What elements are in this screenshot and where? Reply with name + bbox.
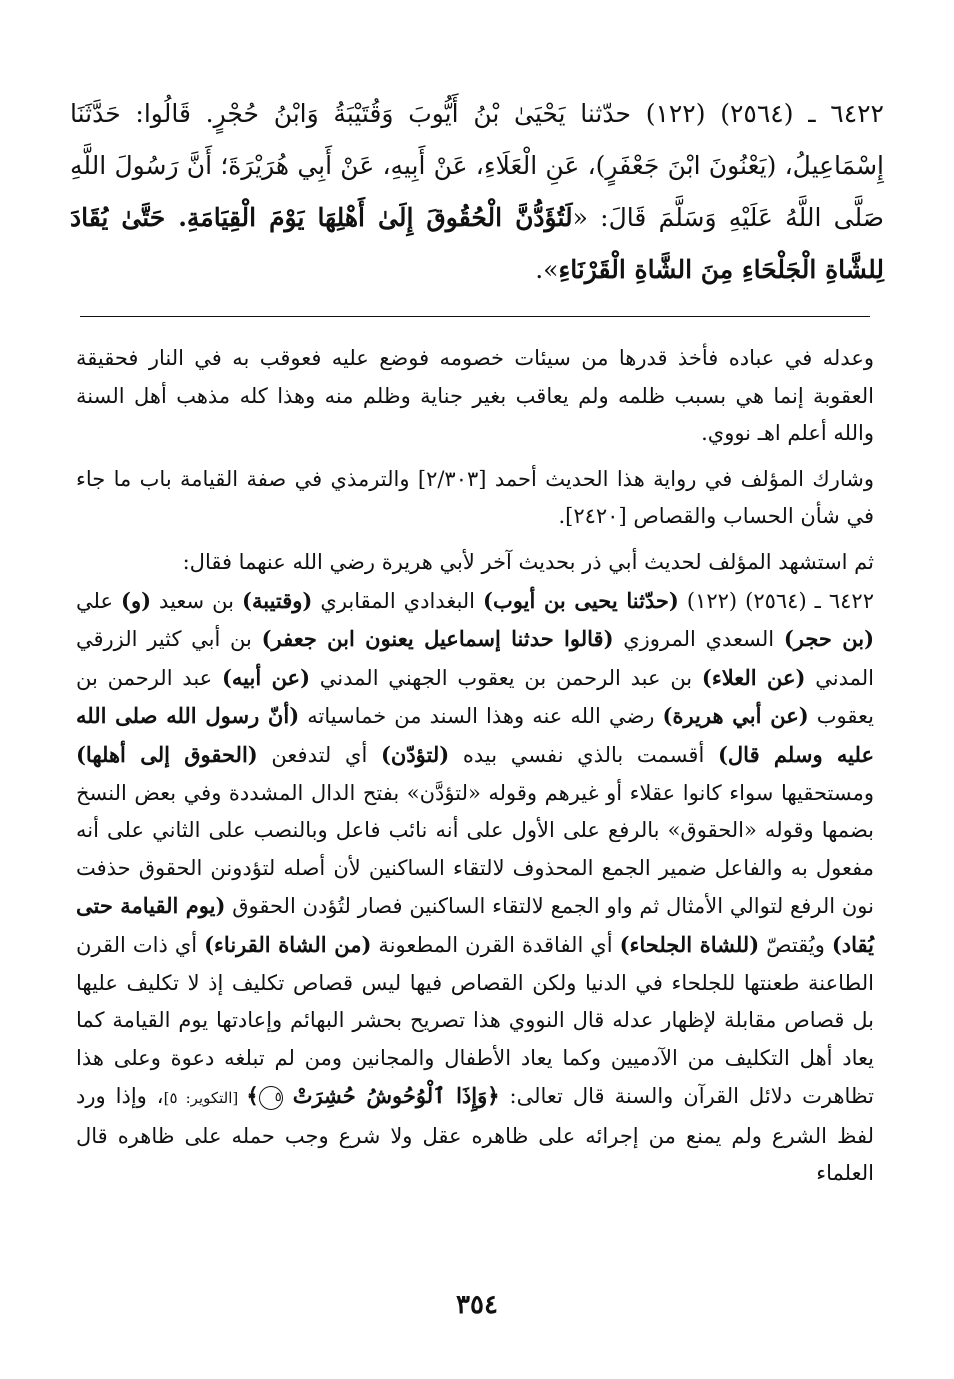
- commentary-paragraph-2: وشارك المؤلف في رواية هذا الحديث أحمد [٢/٣٠٣] والترمذي في صفة القيامة باب ما جاء في شأن الحساب والقصاص [٢٤٢٠].: [76, 466, 874, 529]
- commentary-bold: (الحقوق إلى أهلها): [76, 741, 258, 767]
- commentary-bold: (من الشاة القرناء): [204, 931, 372, 957]
- commentary-text: بن سعيد: [151, 588, 243, 613]
- page-number: ٣٥٤: [456, 1290, 498, 1320]
- commentary-text: علي: [76, 588, 122, 613]
- commentary-bold: (أنّ رسول الله صلى الله عليه وسلم قال): [76, 703, 874, 767]
- commentary-bold: (للشاة الجلحاء): [619, 931, 760, 957]
- commentary-text: رضي الله عنه وهذا السند من خماسياته: [299, 704, 663, 729]
- quran-close-bracket: ﴾: [246, 1083, 259, 1109]
- ayah-number-icon: ٥: [259, 1086, 283, 1110]
- commentary-paragraph-3: ثم استشهد المؤلف لحديث أبي ذر بحديث آخر لأبي هريرة رضي الله عنهما فقال:: [182, 549, 874, 574]
- commentary-text: عبد الرحمن بن يعقوب: [76, 665, 874, 729]
- hadith-paragraph: [70, 88, 884, 296]
- hadith-text: [70, 88, 884, 296]
- commentary-text: البغدادي المقابري: [312, 588, 484, 613]
- commentary-text: أي لتدفعن: [257, 742, 381, 767]
- commentary-bold: (وقتيبة): [242, 587, 313, 613]
- quran-verse: ﴿وَإِذَا ٱلْوُحُوشُ حُشِرَتْ: [292, 1083, 500, 1109]
- commentary-bold: (قالوا حدثنا إسماعيل يعنون ابن جعفر): [261, 626, 614, 652]
- commentary-bold: (عن أبيه): [221, 664, 311, 690]
- commentary-bold: (عن العلاء): [701, 664, 806, 690]
- commentary-text: أقسمت بالذي نفسي بيده: [449, 742, 718, 767]
- commentary-text: بن عبد الرحمن بن يعقوب الجهني المدني: [310, 665, 702, 690]
- hadith-chain: حدّثنا يَحْيَىٰ بْنُ أَيُّوبَ وَقُتَيْبَةُ وَابْنُ حُجْرٍ. قَالُوا: حَدَّثَنَا إِسْمَاعِيلُ، (يَعْنُونَ ابْنَ جَعْفَرٍ)، عَنِ الْعَلَاءِ، عَنْ أَبِيهِ، عَنْ أَبِي هُرَيْرَةَ؛ أَنَّ رَسُولَ اللَّهِ صَلَّى اللَّهُ عَلَيْهِ وَسَلَّمَ قَالَ: «: [70, 99, 885, 232]
- commentary-bold: (و): [121, 587, 152, 613]
- hadith-end: ».: [535, 255, 559, 284]
- commentary-text: أي الفاقدة القرن المطعونة: [371, 932, 620, 957]
- commentary-text: ، وإذا ورد لفظ الشرع ولم يمنع من إجرائه على ظاهره عقل ولا شرع وجب حمله على ظاهره قال العلماء: [76, 1084, 874, 1186]
- commentary-paragraph-1: وعدله في عباده فأخذ قدرها من سيئات خصومه فوضع عليه فعوقب به في النار فحقيقة العقوبة إنما هي بسبب ظلمه ولم يعاقب بغير جناية وظلم منه وهذا كله مذهب أهل السنة والله أعلم اهـ نووي.: [76, 346, 874, 446]
- footnote-divider: [80, 316, 870, 317]
- commentary-bold: (لتؤدّن): [380, 741, 450, 767]
- commentary-paragraph-4: [76, 582, 874, 1194]
- commentary-bold: (يوم القيامة حتى يُقاد): [76, 893, 874, 957]
- commentary-text: أي ذات القرن الطاعنة طعنتها للجلحاء في الدنيا ولكن القصاص فيها ليس قصاص تكليف إذ لا تكليف عليها بل قصاص مقابلة لإظهار عدله قال النووي هذا تصريح بحشر البهائم وإعادتها يوم القيامة كما يعاد أهل التكليف من الآدميين وكما يعاد الأطفال والمجانين ومن لم تبلغه دعوة وعلى هذا تظاهرت دلائل القرآن والسنة قال تعالى:: [76, 932, 874, 1109]
- commentary-text: بن أبي كثير الزرقي المدني: [76, 627, 874, 690]
- commentary-text: ومستحقيها سواء كانوا عقلاء أو غيرهم وقوله «لتؤدَّن» بفتح الدال المشددة وفي بعض النسخ بضمها وقوله «الحقوق» بالرفع على الأول على أنه نائب فاعل وبالنصب على الثاني على أنه مفعول به والفاعل ضمير الجمع المحذوف لالتقاء الساكنين لأن أصله لتؤدونن الحقوق حذفت نون الرفع لتوالي الأمثال ثم واو الجمع لالتقاء الساكنين فصار لتُؤدن الحقوق: [76, 780, 874, 919]
- commentary: [76, 340, 874, 1201]
- hadith-matn: لَتُؤَدُّنَّ الْحُقُوقَ إِلَىٰ أَهْلِهَا يَوْمَ الْقِيَامَةِ. حَتَّىٰ يُقَادَ لِلشَّاةِ الْجَلْحَاءِ مِنَ الشَّاةِ الْقَرْنَاءِ: [70, 203, 884, 284]
- commentary-text: السعدي المروزي: [613, 627, 784, 652]
- sura-reference: [التكوير: ٥]: [163, 1089, 247, 1108]
- commentary-bold: (بن حجر): [783, 626, 875, 652]
- commentary-text: ٦٤٢٢ ـ (٢٥٦٤) (١٢٢): [678, 588, 874, 613]
- commentary-text: ويُقتصّ: [759, 932, 832, 957]
- commentary-bold: (حدّثنا يحيى بن أيوب): [483, 587, 679, 613]
- commentary-bold: (عن أبي هريرة): [662, 703, 809, 729]
- hadith-number: ٦٤٢٢ ـ (٢٥٦٤) (١٢٢): [645, 99, 884, 128]
